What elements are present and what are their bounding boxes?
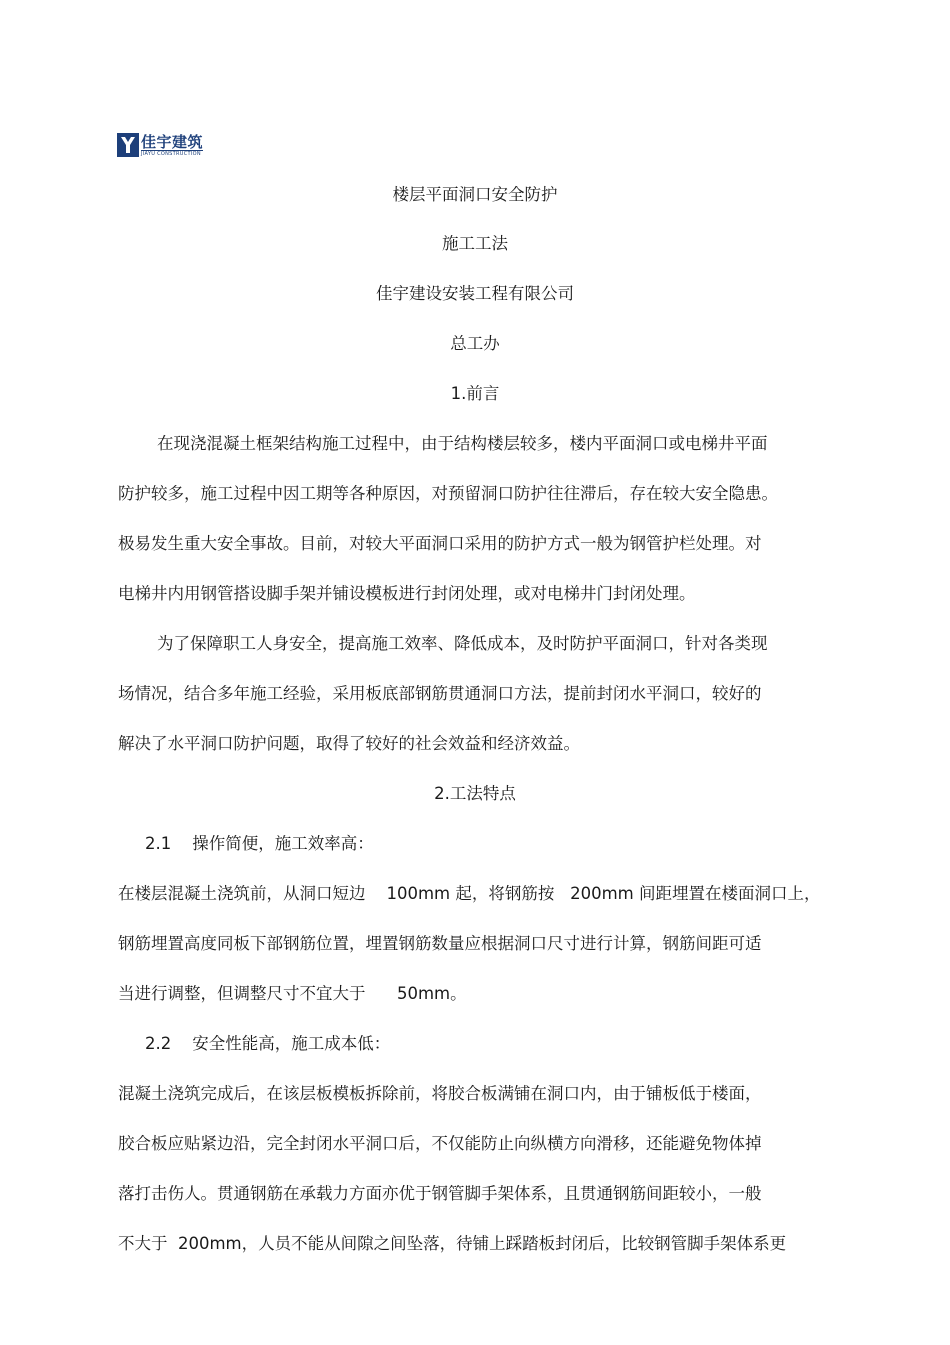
- paragraph-line: 极易发生重大安全事故。目前，对较大平面洞口采用的防护方式一般为钢管护栏处理。对: [118, 534, 762, 553]
- paragraph-line: 当进行调整，但调整尺寸不宜大于 50mm。: [118, 984, 467, 1003]
- department-name: 总工办: [450, 334, 500, 353]
- subsection-heading-2-1: 2.1 操作简便，施工效率高：: [145, 834, 374, 853]
- paragraph-line: 落打击伤人。贯通钢筋在承载力方面亦优于钢管脚手架体系，且贯通钢筋间距较小，一般: [118, 1184, 762, 1203]
- logo-chinese-name: 佳宇建筑: [141, 132, 204, 151]
- logo-mark-icon: [117, 133, 139, 157]
- paragraph-line: 钢筋埋置高度同板下部钢筋位置，埋置钢筋数量应根据洞口尺寸进行计算，钢筋间距可适: [118, 934, 762, 953]
- paragraph-line: 混凝土浇筑完成后，在该层板模板拆除前，将胶合板满铺在洞口内，由于铺板低于楼面，: [118, 1084, 762, 1103]
- section-heading-features: 2.工法特点: [434, 784, 516, 803]
- paragraph-line: 场情况，结合多年施工经验，采用板底部钢筋贯通洞口方法，提前封闭水平洞口，较好的: [118, 684, 762, 703]
- paragraph-line: 防护较多，施工过程中因工期等各种原因，对预留洞口防护往往滞后，存在较大安全隐患。: [118, 484, 778, 503]
- company-logo: [117, 133, 203, 157]
- document-title-line1: 楼层平面洞口安全防护: [392, 185, 558, 204]
- logo-english-name: JIAYU CONSTRUCTION: [141, 150, 203, 157]
- paragraph-line: 在现浇混凝土框架结构施工过程中，由于结构楼层较多，楼内平面洞口或电梯井平面: [157, 434, 768, 453]
- company-name: 佳宇建设安装工程有限公司: [376, 284, 574, 303]
- subsection-heading-2-2: 2.2 安全性能高，施工成本低：: [145, 1034, 391, 1053]
- paragraph-line: 解决了水平洞口防护问题，取得了较好的社会效益和经济效益。: [118, 734, 580, 753]
- paragraph-line: 电梯井内用钢管搭设脚手架并铺设模板进行封闭处理，或对电梯井门封闭处理。: [118, 584, 696, 603]
- document-title-line2: 施工工法: [442, 234, 508, 253]
- logo-text: [141, 133, 203, 157]
- paragraph-line: 在楼层混凝土浇筑前，从洞口短边 100mm 起，将钢筋按 200mm 间距埋置在楼面洞口上，: [118, 884, 821, 903]
- paragraph-line: 为了保障职工人身安全，提高施工效率、降低成本，及时防护平面洞口，针对各类现: [157, 634, 768, 653]
- paragraph-line: 胶合板应贴紧边沿，完全封闭水平洞口后，不仅能防止向纵横方向滑移，还能避免物体掉: [118, 1134, 762, 1153]
- section-heading-preface: 1.前言: [450, 384, 500, 403]
- paragraph-line: 不大于 200mm，人员不能从间隙之间坠落，待铺上踩踏板封闭后，比较钢管脚手架体系更: [118, 1234, 787, 1253]
